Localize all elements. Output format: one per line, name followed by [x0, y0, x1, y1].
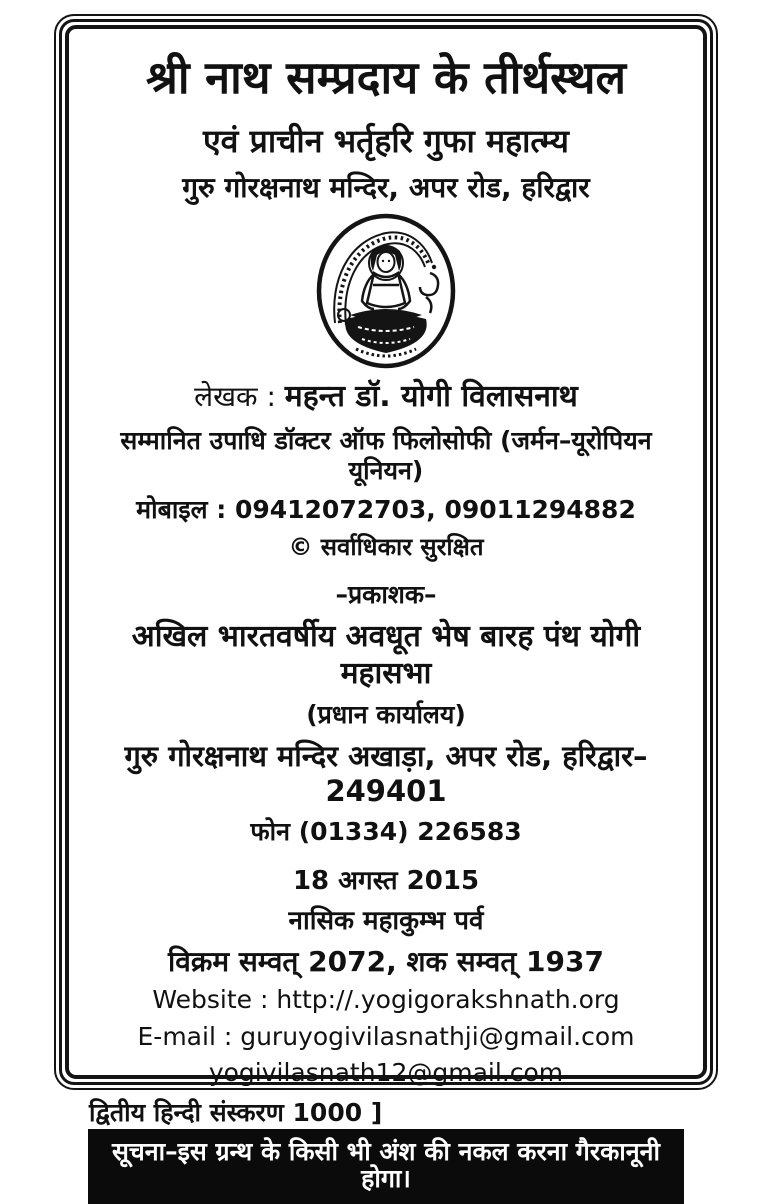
edition-print-run: द्वितीय हिन्दी संस्करण 1000 ] — [89, 1097, 383, 1127]
author-name: महन्त डॉ. योगी विलासनाथ — [284, 379, 578, 415]
book-title: श्री नाथ सम्प्रदाय के तीर्थस्थल — [145, 51, 627, 104]
page-border-middle — [59, 19, 713, 1194]
author-line — [194, 379, 578, 416]
copyright-notice: © सर्वाधिकार सुरक्षित — [288, 533, 484, 562]
author-degree: सम्मानित उपाधि डॉक्टर ऑफ फिलोसोफी (जर्मन–यूरोपियन यूनियन) — [120, 425, 652, 486]
book-subtitle: एवं प्राचीन भर्तृहरि गुफा महात्म्य — [202, 121, 569, 160]
author-mobile-numbers: मोबाइल : 09412072703, 09011294882 — [136, 494, 636, 524]
website-line: Website : http://.yogigorakshnath.org — [152, 985, 620, 1015]
copy-warning-bar: सूचना–इस ग्रन्थ के किसी भी अंश की नकल करना गैरकानूनी होगा। — [88, 1129, 684, 1204]
page-border-outer — [54, 14, 718, 1194]
email-line-2: yogivilasnath12@gmail.com — [208, 1058, 564, 1088]
publisher-phone: फोन (01334) 226583 — [250, 817, 522, 847]
temple-address-line: गुरु गोरक्षनाथ मन्दिर, अपर रोड, हरिद्वार — [182, 170, 590, 204]
publisher-heading: –प्रकाशक– — [335, 580, 437, 610]
publication-occasion: नासिक महाकुम्भ पर्व — [288, 905, 484, 936]
title-page — [65, 25, 707, 1194]
publisher-name: अखिल भारतवर्षीय अवधूत भेष बारह पंथ योगी महासभा — [131, 618, 641, 691]
publisher-address: गुरु गोरक्षनाथ मन्दिर अखाड़ा, अपर रोड, हरिद्वार–249401 — [124, 738, 648, 808]
guru-gorakshnath-seal-icon — [310, 211, 462, 375]
samvat-years: विक्रम सम्वत् 2072, शक सम्वत् 1937 — [168, 945, 604, 979]
publisher-office: (प्रधान कार्यालय) — [306, 700, 466, 730]
author-label: लेखक : — [194, 380, 285, 414]
email-line-1: E-mail : guruyogivilasnathji@gmail.com — [137, 1021, 635, 1051]
publication-date: 18 अगस्त 2015 — [292, 865, 480, 896]
